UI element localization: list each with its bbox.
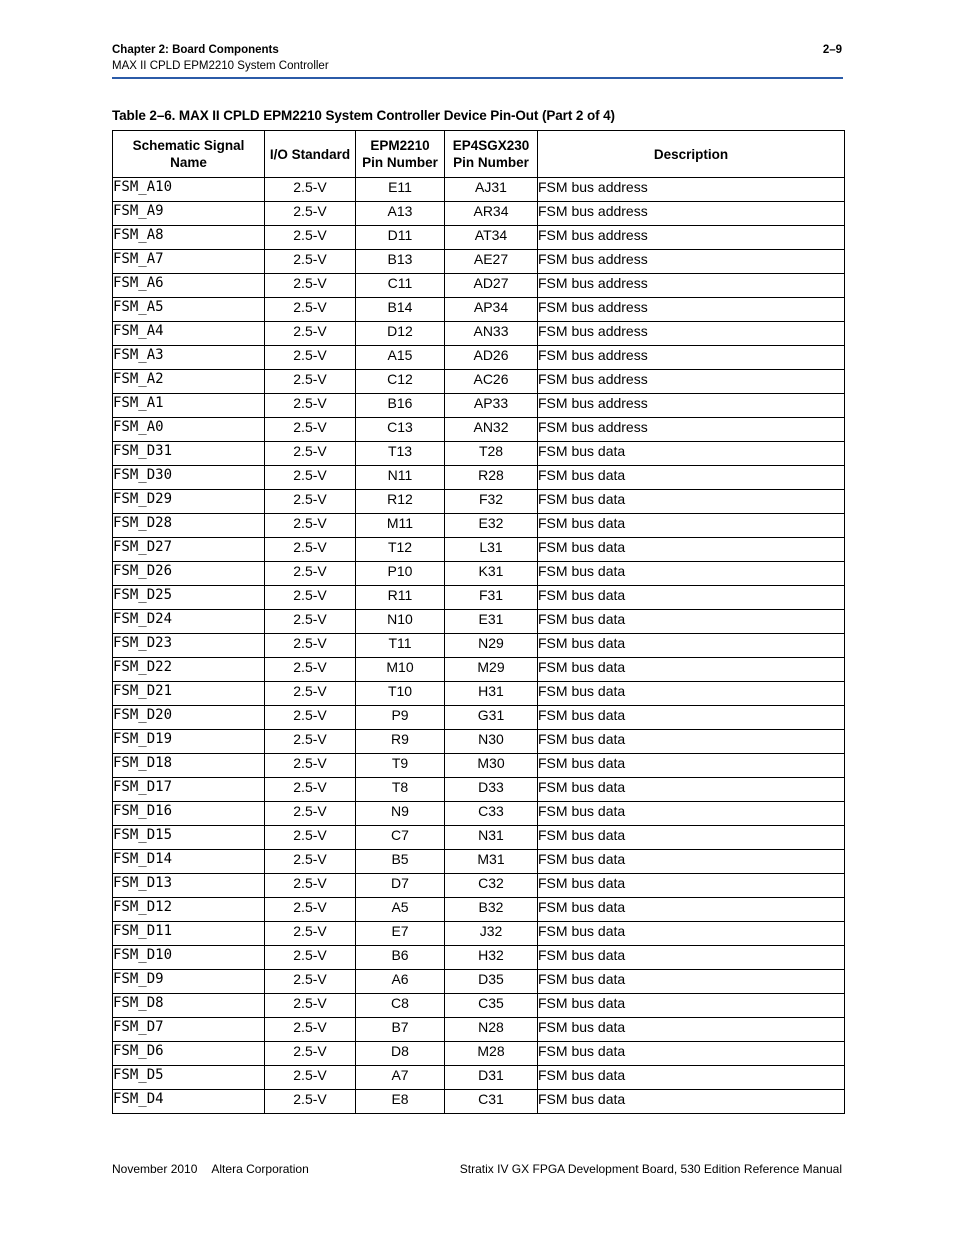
description-cell: FSM bus address [538, 274, 845, 298]
description-cell: FSM bus address [538, 370, 845, 394]
ep4sgx230-pin-cell: D31 [445, 1066, 538, 1090]
table-row [113, 730, 845, 754]
io-standard-cell: 2.5-V [265, 1066, 356, 1090]
ep4sgx230-pin-cell: H31 [445, 682, 538, 706]
table-row [113, 586, 845, 610]
signal-name-cell: FSM_D17 [113, 778, 265, 802]
io-standard-cell: 2.5-V [265, 850, 356, 874]
epm2210-pin-cell: M11 [356, 514, 445, 538]
table-row [113, 754, 845, 778]
table-row [113, 298, 845, 322]
ep4sgx230-pin-cell: B32 [445, 898, 538, 922]
ep4sgx230-pin-cell: AP34 [445, 298, 538, 322]
header-rule [112, 77, 843, 79]
epm2210-pin-cell: B13 [356, 250, 445, 274]
footer-manual-title: Stratix IV GX FPGA Development Board, 530 Edition Reference Manual [459, 1162, 842, 1176]
epm2210-pin-cell: T11 [356, 634, 445, 658]
signal-name-cell: FSM_A9 [113, 202, 265, 226]
epm2210-pin-cell: B7 [356, 1018, 445, 1042]
chapter-title: Chapter 2: Board Components [112, 44, 279, 56]
epm2210-pin-cell: D11 [356, 226, 445, 250]
ep4sgx230-pin-cell: N29 [445, 634, 538, 658]
io-standard-cell: 2.5-V [265, 706, 356, 730]
signal-name-cell: FSM_D9 [113, 970, 265, 994]
epm2210-pin-cell: P10 [356, 562, 445, 586]
io-standard-cell: 2.5-V [265, 1090, 356, 1114]
description-cell: FSM bus data [538, 922, 845, 946]
epm2210-pin-cell: E11 [356, 178, 445, 202]
table-row [113, 634, 845, 658]
epm2210-pin-cell: D12 [356, 322, 445, 346]
ep4sgx230-pin-cell: AT34 [445, 226, 538, 250]
table-row [113, 562, 845, 586]
signal-name-cell: FSM_D19 [113, 730, 265, 754]
footer-date: November 2010 [112, 1162, 198, 1176]
description-cell: FSM bus data [538, 538, 845, 562]
column-header-ep4sgx230-pin: EP4SGX230 Pin Number [445, 131, 538, 178]
io-standard-cell: 2.5-V [265, 178, 356, 202]
column-header-signal-name: Schematic Signal Name [113, 131, 265, 178]
io-standard-cell: 2.5-V [265, 1042, 356, 1066]
ep4sgx230-pin-cell: J32 [445, 922, 538, 946]
epm2210-pin-cell: T13 [356, 442, 445, 466]
io-standard-cell: 2.5-V [265, 442, 356, 466]
epm2210-pin-cell: R12 [356, 490, 445, 514]
io-standard-cell: 2.5-V [265, 490, 356, 514]
table-row [113, 706, 845, 730]
io-standard-cell: 2.5-V [265, 586, 356, 610]
signal-name-cell: FSM_D20 [113, 706, 265, 730]
epm2210-pin-cell: C7 [356, 826, 445, 850]
io-standard-cell: 2.5-V [265, 658, 356, 682]
ep4sgx230-pin-cell: F32 [445, 490, 538, 514]
ep4sgx230-pin-cell: L31 [445, 538, 538, 562]
ep4sgx230-pin-cell: M28 [445, 1042, 538, 1066]
epm2210-pin-cell: N10 [356, 610, 445, 634]
epm2210-pin-cell: D8 [356, 1042, 445, 1066]
epm2210-pin-cell: E7 [356, 922, 445, 946]
ep4sgx230-pin-cell: AN33 [445, 322, 538, 346]
description-cell: FSM bus address [538, 178, 845, 202]
description-cell: FSM bus data [538, 946, 845, 970]
io-standard-cell: 2.5-V [265, 802, 356, 826]
io-standard-cell: 2.5-V [265, 922, 356, 946]
ep4sgx230-pin-cell: E31 [445, 610, 538, 634]
signal-name-cell: FSM_D21 [113, 682, 265, 706]
section-title: MAX II CPLD EPM2210 System Controller [112, 60, 329, 72]
table-row [113, 946, 845, 970]
io-standard-cell: 2.5-V [265, 346, 356, 370]
ep4sgx230-pin-cell: M31 [445, 850, 538, 874]
description-cell: FSM bus data [538, 1018, 845, 1042]
ep4sgx230-pin-cell: AD26 [445, 346, 538, 370]
description-cell: FSM bus data [538, 514, 845, 538]
io-standard-cell: 2.5-V [265, 322, 356, 346]
signal-name-cell: FSM_A8 [113, 226, 265, 250]
epm2210-pin-cell: D7 [356, 874, 445, 898]
ep4sgx230-pin-cell: F31 [445, 586, 538, 610]
description-cell: FSM bus data [538, 1042, 845, 1066]
signal-name-cell: FSM_D4 [113, 1090, 265, 1114]
signal-name-cell: FSM_D31 [113, 442, 265, 466]
table-row [113, 1066, 845, 1090]
description-cell: FSM bus data [538, 994, 845, 1018]
signal-name-cell: FSM_D13 [113, 874, 265, 898]
signal-name-cell: FSM_D30 [113, 466, 265, 490]
signal-name-cell: FSM_D12 [113, 898, 265, 922]
epm2210-pin-cell: A15 [356, 346, 445, 370]
description-cell: FSM bus data [538, 562, 845, 586]
table-row [113, 922, 845, 946]
ep4sgx230-pin-cell: N28 [445, 1018, 538, 1042]
signal-name-cell: FSM_D28 [113, 514, 265, 538]
ep4sgx230-pin-cell: T28 [445, 442, 538, 466]
signal-name-cell: FSM_D8 [113, 994, 265, 1018]
signal-name-cell: FSM_D16 [113, 802, 265, 826]
ep4sgx230-pin-cell: E32 [445, 514, 538, 538]
signal-name-cell: FSM_A5 [113, 298, 265, 322]
description-cell: FSM bus data [538, 442, 845, 466]
table-row [113, 346, 845, 370]
description-cell: FSM bus address [538, 322, 845, 346]
epm2210-pin-cell: R11 [356, 586, 445, 610]
table-row [113, 514, 845, 538]
io-standard-cell: 2.5-V [265, 394, 356, 418]
description-cell: FSM bus data [538, 634, 845, 658]
table-row [113, 394, 845, 418]
table-row [113, 322, 845, 346]
signal-name-cell: FSM_D24 [113, 610, 265, 634]
io-standard-cell: 2.5-V [265, 994, 356, 1018]
signal-name-cell: FSM_A2 [113, 370, 265, 394]
ep4sgx230-pin-cell: C35 [445, 994, 538, 1018]
description-cell: FSM bus data [538, 802, 845, 826]
ep4sgx230-pin-cell: H32 [445, 946, 538, 970]
description-cell: FSM bus data [538, 466, 845, 490]
ep4sgx230-pin-cell: K31 [445, 562, 538, 586]
io-standard-cell: 2.5-V [265, 202, 356, 226]
ep4sgx230-pin-cell: C33 [445, 802, 538, 826]
epm2210-pin-cell: C11 [356, 274, 445, 298]
description-cell: FSM bus data [538, 490, 845, 514]
io-standard-cell: 2.5-V [265, 778, 356, 802]
epm2210-pin-cell: C12 [356, 370, 445, 394]
description-cell: FSM bus address [538, 250, 845, 274]
signal-name-cell: FSM_D29 [113, 490, 265, 514]
epm2210-pin-cell: B5 [356, 850, 445, 874]
description-cell: FSM bus data [538, 730, 845, 754]
signal-name-cell: FSM_D7 [113, 1018, 265, 1042]
io-standard-cell: 2.5-V [265, 298, 356, 322]
signal-name-cell: FSM_A7 [113, 250, 265, 274]
table-row [113, 418, 845, 442]
epm2210-pin-cell: A7 [356, 1066, 445, 1090]
table-row [113, 1090, 845, 1114]
signal-name-cell: FSM_D25 [113, 586, 265, 610]
signal-name-cell: FSM_D11 [113, 922, 265, 946]
io-standard-cell: 2.5-V [265, 418, 356, 442]
io-standard-cell: 2.5-V [265, 730, 356, 754]
column-header-description: Description [538, 131, 845, 178]
io-standard-cell: 2.5-V [265, 826, 356, 850]
epm2210-pin-cell: T10 [356, 682, 445, 706]
ep4sgx230-pin-cell: C32 [445, 874, 538, 898]
io-standard-cell: 2.5-V [265, 970, 356, 994]
page-number: 2–9 [822, 44, 842, 56]
table-row [113, 610, 845, 634]
epm2210-pin-cell: N11 [356, 466, 445, 490]
table-row [113, 466, 845, 490]
table-caption: Table 2–6. MAX II CPLD EPM2210 System Controller Device Pin-Out (Part 2 of 4) [112, 108, 615, 123]
ep4sgx230-pin-cell: M29 [445, 658, 538, 682]
io-standard-cell: 2.5-V [265, 634, 356, 658]
epm2210-pin-cell: C13 [356, 418, 445, 442]
signal-name-cell: FSM_D5 [113, 1066, 265, 1090]
ep4sgx230-pin-cell: N30 [445, 730, 538, 754]
epm2210-pin-cell: A6 [356, 970, 445, 994]
io-standard-cell: 2.5-V [265, 562, 356, 586]
signal-name-cell: FSM_D22 [113, 658, 265, 682]
ep4sgx230-pin-cell: AN32 [445, 418, 538, 442]
table-row [113, 898, 845, 922]
ep4sgx230-pin-cell: D33 [445, 778, 538, 802]
ep4sgx230-pin-cell: AE27 [445, 250, 538, 274]
epm2210-pin-cell: P9 [356, 706, 445, 730]
epm2210-pin-cell: C8 [356, 994, 445, 1018]
description-cell: FSM bus data [538, 706, 845, 730]
description-cell: FSM bus data [538, 754, 845, 778]
ep4sgx230-pin-cell: M30 [445, 754, 538, 778]
signal-name-cell: FSM_D6 [113, 1042, 265, 1066]
io-standard-cell: 2.5-V [265, 610, 356, 634]
description-cell: FSM bus data [538, 850, 845, 874]
ep4sgx230-pin-cell: AP33 [445, 394, 538, 418]
ep4sgx230-pin-cell: R28 [445, 466, 538, 490]
table-row [113, 874, 845, 898]
table-row [113, 682, 845, 706]
description-cell: FSM bus data [538, 682, 845, 706]
io-standard-cell: 2.5-V [265, 682, 356, 706]
epm2210-pin-cell: A5 [356, 898, 445, 922]
signal-name-cell: FSM_A6 [113, 274, 265, 298]
io-standard-cell: 2.5-V [265, 946, 356, 970]
table-row [113, 1042, 845, 1066]
signal-name-cell: FSM_D18 [113, 754, 265, 778]
epm2210-pin-cell: M10 [356, 658, 445, 682]
io-standard-cell: 2.5-V [265, 874, 356, 898]
table-row [113, 274, 845, 298]
description-cell: FSM bus data [538, 1066, 845, 1090]
epm2210-pin-cell: E8 [356, 1090, 445, 1114]
table-header-row [113, 131, 845, 178]
io-standard-cell: 2.5-V [265, 466, 356, 490]
description-cell: FSM bus address [538, 418, 845, 442]
description-cell: FSM bus address [538, 394, 845, 418]
ep4sgx230-pin-cell: AC26 [445, 370, 538, 394]
epm2210-pin-cell: R9 [356, 730, 445, 754]
page-header-left [112, 42, 329, 74]
table-row [113, 994, 845, 1018]
io-standard-cell: 2.5-V [265, 898, 356, 922]
signal-name-cell: FSM_D23 [113, 634, 265, 658]
io-standard-cell: 2.5-V [265, 274, 356, 298]
page-footer-left [112, 1162, 309, 1176]
column-header-io-standard: I/O Standard [265, 131, 356, 178]
io-standard-cell: 2.5-V [265, 514, 356, 538]
description-cell: FSM bus address [538, 226, 845, 250]
epm2210-pin-cell: B6 [356, 946, 445, 970]
table-row [113, 658, 845, 682]
description-cell: FSM bus address [538, 298, 845, 322]
table-row [113, 850, 845, 874]
table-row [113, 1018, 845, 1042]
table-row [113, 226, 845, 250]
signal-name-cell: FSM_D27 [113, 538, 265, 562]
ep4sgx230-pin-cell: AR34 [445, 202, 538, 226]
ep4sgx230-pin-cell: G31 [445, 706, 538, 730]
epm2210-pin-cell: N9 [356, 802, 445, 826]
description-cell: FSM bus data [538, 658, 845, 682]
signal-name-cell: FSM_A0 [113, 418, 265, 442]
signal-name-cell: FSM_A4 [113, 322, 265, 346]
table-row [113, 370, 845, 394]
ep4sgx230-pin-cell: D35 [445, 970, 538, 994]
signal-name-cell: FSM_D14 [113, 850, 265, 874]
signal-name-cell: FSM_D10 [113, 946, 265, 970]
epm2210-pin-cell: T12 [356, 538, 445, 562]
io-standard-cell: 2.5-V [265, 226, 356, 250]
epm2210-pin-cell: B16 [356, 394, 445, 418]
column-header-epm2210-pin: EPM2210 Pin Number [356, 131, 445, 178]
signal-name-cell: FSM_D15 [113, 826, 265, 850]
description-cell: FSM bus data [538, 610, 845, 634]
description-cell: FSM bus address [538, 346, 845, 370]
description-cell: FSM bus data [538, 874, 845, 898]
signal-name-cell: FSM_D26 [113, 562, 265, 586]
description-cell: FSM bus data [538, 778, 845, 802]
table-row [113, 826, 845, 850]
footer-company: Altera Corporation [211, 1162, 309, 1176]
epm2210-pin-cell: B14 [356, 298, 445, 322]
epm2210-pin-cell: T9 [356, 754, 445, 778]
table-row [113, 538, 845, 562]
description-cell: FSM bus data [538, 970, 845, 994]
table-row [113, 490, 845, 514]
table-row [113, 178, 845, 202]
table-row [113, 442, 845, 466]
ep4sgx230-pin-cell: N31 [445, 826, 538, 850]
signal-name-cell: FSM_A3 [113, 346, 265, 370]
table-row [113, 250, 845, 274]
table-row [113, 970, 845, 994]
ep4sgx230-pin-cell: AJ31 [445, 178, 538, 202]
description-cell: FSM bus data [538, 1090, 845, 1114]
pin-out-table [112, 130, 845, 1114]
table-row [113, 802, 845, 826]
io-standard-cell: 2.5-V [265, 250, 356, 274]
ep4sgx230-pin-cell: AD27 [445, 274, 538, 298]
table-row [113, 202, 845, 226]
epm2210-pin-cell: A13 [356, 202, 445, 226]
io-standard-cell: 2.5-V [265, 754, 356, 778]
ep4sgx230-pin-cell: C31 [445, 1090, 538, 1114]
io-standard-cell: 2.5-V [265, 538, 356, 562]
description-cell: FSM bus data [538, 826, 845, 850]
signal-name-cell: FSM_A1 [113, 394, 265, 418]
table-body [113, 178, 845, 1114]
io-standard-cell: 2.5-V [265, 1018, 356, 1042]
io-standard-cell: 2.5-V [265, 370, 356, 394]
epm2210-pin-cell: T8 [356, 778, 445, 802]
signal-name-cell: FSM_A10 [113, 178, 265, 202]
description-cell: FSM bus data [538, 898, 845, 922]
description-cell: FSM bus address [538, 202, 845, 226]
description-cell: FSM bus data [538, 586, 845, 610]
table-row [113, 778, 845, 802]
